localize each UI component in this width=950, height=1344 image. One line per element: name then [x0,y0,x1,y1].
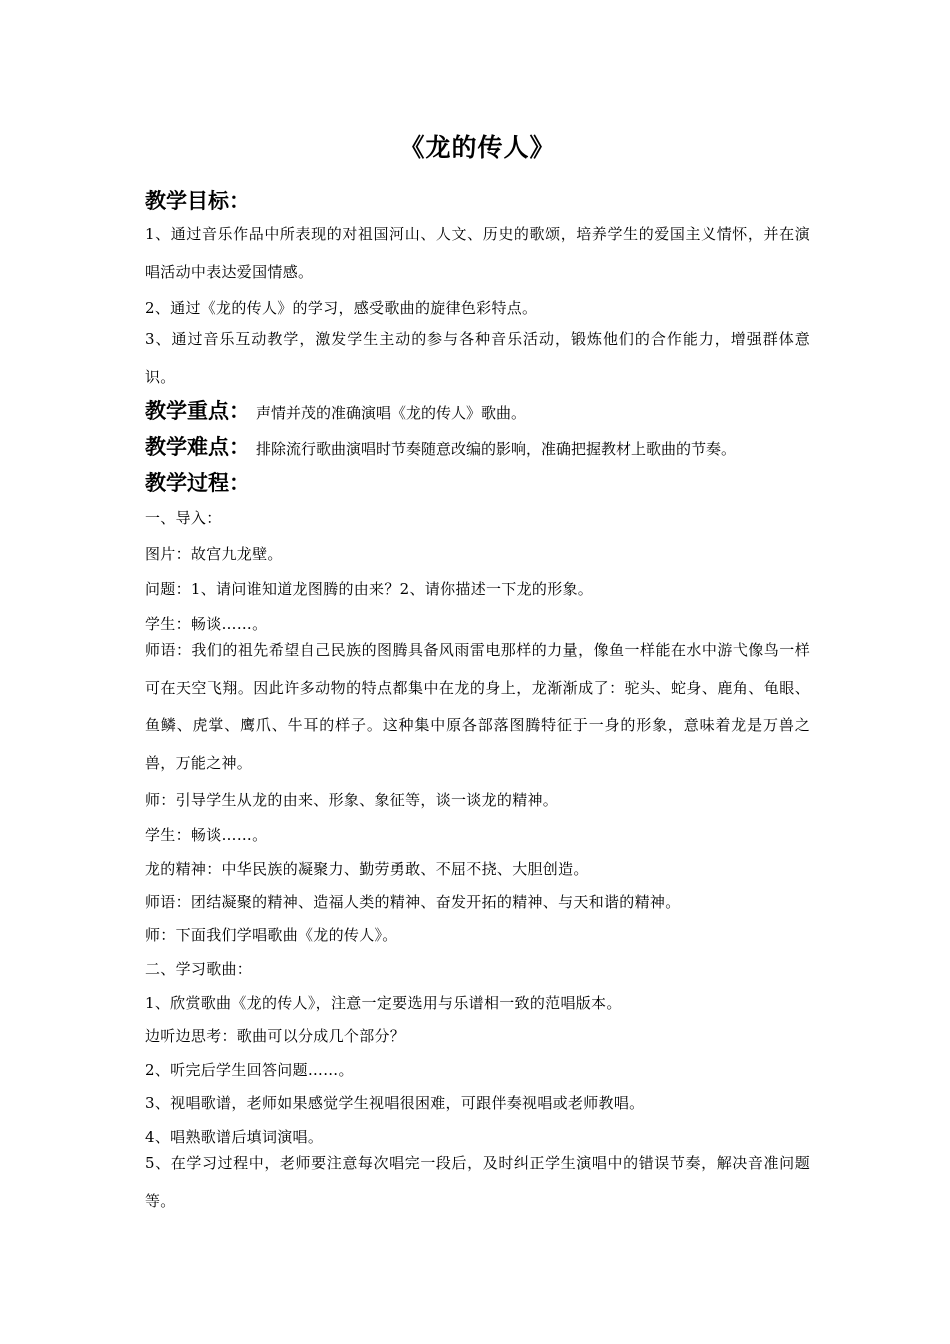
key-point-section [145,396,526,428]
process-step-1: 1、欣赏歌曲《龙的传人》，注意一定要选用与乐谱相一致的范唱版本。 [145,994,622,1012]
process-item-teacher-guide: 师：引导学生从龙的由来、形象、象征等，谈一谈龙的精神。 [145,791,559,809]
process-step-2: 2、听完后学生回答问题……。 [145,1061,354,1079]
process-item-student-2: 学生：畅谈……。 [145,826,268,844]
process-item-student-1: 学生：畅谈……。 [145,615,268,633]
difficulty-section [145,432,736,464]
process-step-think: 边听边思考：歌曲可以分成几个部分？ [145,1027,406,1045]
objective-1: 1、通过音乐作品中所表现的对祖国河山、人文、历史的歌颂，培养学生的爱国主义情怀，并在演唱活动中表达爱国情感。 [145,225,810,281]
key-point-heading: 教学重点： [145,398,250,423]
process-item-dragon-spirit: 龙的精神：中华民族的凝聚力、勤劳勇敢、不屈不挠、大胆创造。 [145,860,589,878]
process-item-teacher-summary: 师语：团结凝聚的精神、造福人类的精神、奋发开拓的精神、与天和谐的精神。 [145,893,681,911]
process-item-picture: 图片：故宫九龙壁。 [145,545,283,563]
key-point-text: 声情并茂的准确演唱《龙的传人》歌曲。 [256,404,527,422]
process-heading: 教学过程： [145,470,250,495]
objective-2: 2、通过《龙的传人》的学习，感受歌曲的旋律色彩特点。 [145,299,538,317]
difficulty-heading: 教学难点： [145,434,250,459]
objectives-heading: 教学目标： [145,188,250,213]
process-item-intro: 一、导入： [145,509,222,527]
document-title: 《龙的传人》 [399,133,556,162]
process-step-3: 3、视唱歌谱，老师如果感觉学生视唱很困难，可跟伴奏视唱或老师教唱。 [145,1094,645,1112]
process-item-teacher-talk: 师语：我们的祖先希望自己民族的图腾具备风雨雷电那样的力量，像鱼一样能在水中游弋像鸟一样可在天空飞翔。因此许多动物的特点都集中在龙的身上，龙渐渐成了：驼头、蛇身、鹿角、龟眼、鱼鳞、虎掌、鹰爪、牛耳的样子。这种集中原各部落图腾特征于一身的形象，意味着龙是万兽之兽，万能之神。 [145,641,810,772]
process-step-5: 5、在学习过程中，老师要注意每次唱完一段后，及时纠正学生演唱中的错误节奏，解决音准问题等。 [145,1154,810,1210]
process-item-question: 问题：1、请问谁知道龙图腾的由来？2、请你描述一下龙的形象。 [145,580,594,598]
process-item-teacher-next: 师：下面我们学唱歌曲《龙的传人》。 [145,926,398,944]
process-step-4: 4、唱熟歌谱后填词演唱。 [145,1128,324,1146]
objective-3: 3、通过音乐互动教学，激发学生主动的参与各种音乐活动，锻炼他们的合作能力，增强群体意识。 [145,330,810,386]
process-item-learn-song: 二、学习歌曲： [145,960,253,978]
difficulty-text: 排除流行歌曲演唱时节奏随意改编的影响，准确把握教材上歌曲的节奏。 [256,440,737,458]
